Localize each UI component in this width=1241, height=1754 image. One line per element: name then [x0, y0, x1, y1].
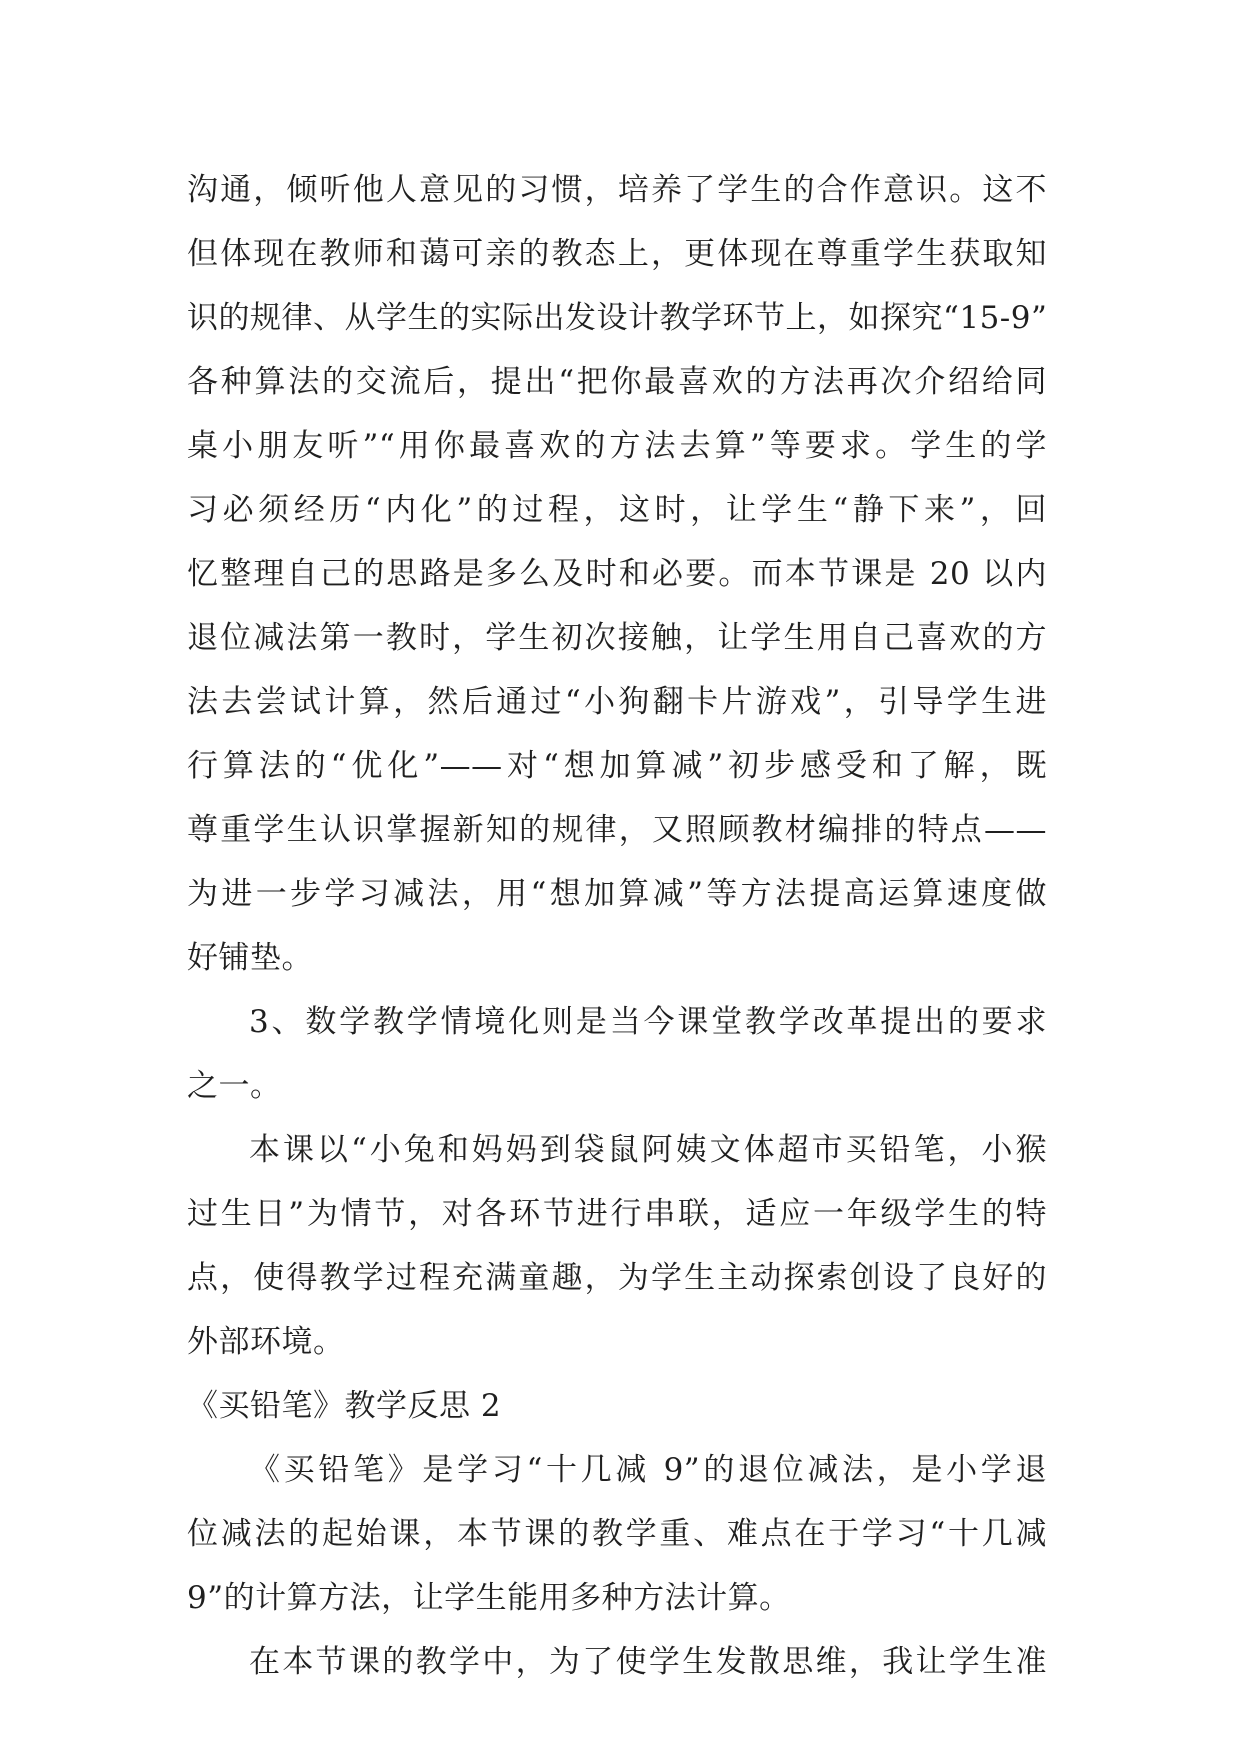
text-line: 3、数学教学情境化则是当今课堂教学改革提出的要求 [249, 1004, 1047, 1040]
text-line: 退位减法第一教时，学生初次接触，让学生用自己喜欢的方 [187, 620, 1047, 656]
section-heading: 《买铅笔》教学反思 2 [187, 1388, 502, 1424]
text-line: 在本节课的教学中，为了使学生发散思维，我让学生准 [249, 1644, 1047, 1680]
text-line: 但体现在教师和蔼可亲的教态上，更体现在尊重学生获取知 [187, 236, 1047, 272]
text-line: 本课以“小兔和妈妈到袋鼠阿姨文体超市买铅笔，小猴 [249, 1132, 1047, 1168]
text-line: 桌小朋友听”“用你最喜欢的方法去算”等要求。学生的学 [187, 428, 1047, 464]
document-body [187, 158, 1047, 1694]
text-line: 忆整理自己的思路是多么及时和必要。而本节课是 20 以内 [187, 556, 1047, 592]
text-line: 行算法的“优化”——对“想加算减”初步感受和了解，既 [187, 748, 1047, 784]
text-line: 各种算法的交流后，提出“把你最喜欢的方法再次介绍给同 [187, 364, 1047, 400]
text-line: 点，使得教学过程充满童趣，为学生主动探索创设了良好的 [187, 1260, 1047, 1296]
text-line: 习必须经历“内化”的过程，这时，让学生“静下来”，回 [187, 492, 1047, 528]
text-line: 过生日”为情节，对各环节进行串联，适应一年级学生的特 [187, 1196, 1047, 1232]
text-line: 外部环境。 [187, 1324, 345, 1360]
text-line: 沟通，倾听他人意见的习惯，培养了学生的合作意识。这不 [187, 172, 1047, 208]
text-line: 之一。 [187, 1068, 282, 1104]
text-line: 为进一步学习减法，用“想加算减”等方法提高运算速度做 [187, 876, 1047, 912]
text-line: 9”的计算方法，让学生能用多种方法计算。 [187, 1580, 791, 1616]
text-line: 识的规律、从学生的实际出发设计教学环节上，如探究“15-9” [187, 300, 1047, 336]
text-line: 位减法的起始课，本节课的教学重、难点在于学习“十几减 [187, 1516, 1047, 1552]
text-line: 尊重学生认识掌握新知的规律，又照顾教材编排的特点—— [187, 812, 1047, 848]
text-line: 《买铅笔》是学习“十几减 9”的退位减法，是小学退 [249, 1452, 1047, 1488]
text-line: 法去尝试计算，然后通过“小狗翻卡片游戏”，引导学生进 [187, 684, 1047, 720]
text-line: 好铺垫。 [187, 940, 313, 976]
